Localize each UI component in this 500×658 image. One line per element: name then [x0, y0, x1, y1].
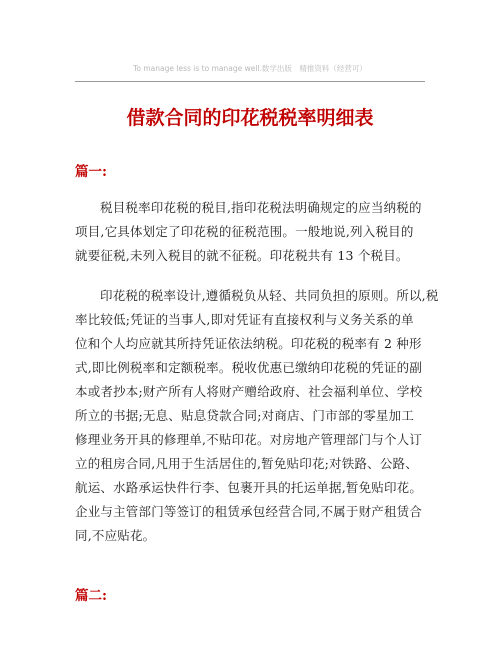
- section-heading-2: 篇二:: [75, 588, 107, 604]
- paragraph-1-line: 就要征税,未列入税目的就不征税。印花税共有 13 个税目。: [75, 248, 409, 263]
- paragraph-2-line: 所立的书据;无息、贴息贷款合同;对商店、门市部的零星加工: [75, 408, 415, 423]
- header-divider: [75, 81, 425, 82]
- section-heading-1: 篇一:: [75, 164, 107, 180]
- paragraph-2-line: 率比较低;凭证的当事人,即对凭证有直接权利与义务关系的单: [75, 312, 414, 327]
- paragraph-2-line: 位和个人均应就其所持凭证依法纳税。印花税的税率有 2 种形: [75, 336, 422, 351]
- paragraph-2-line: 印花税的税率设计,遵循税负从轻、共同负担的原则。所以,税: [100, 288, 439, 303]
- paragraph-2-line: 修理业务开具的修理单,不贴印花。对房地产管理部门与个人订: [75, 432, 423, 447]
- paragraph-2-line: 航运、水路承运快件行李、包裹开具的托运单据,暂免贴印花。: [75, 480, 423, 495]
- paragraph-2-line: 本或者抄本;财产所有人将财产赠给政府、社会福利单位、学校: [75, 384, 423, 399]
- paragraph-1-line: 税目税率印花税的税目,指印花税法明确规定的应当纳税的: [100, 200, 422, 215]
- paragraph-1-line: 项目,它具体划定了印花税的征税范围。一般地说,列入税目的: [75, 224, 414, 239]
- paragraph-2-line: 企业与主管部门等签订的租赁承包经营合同,不属于财产租赁合: [75, 504, 423, 519]
- paragraph-2-line: 同,不应贴花。: [75, 528, 156, 543]
- document-title: 借款合同的印花税税率明细表: [126, 107, 374, 129]
- paragraph-2-line: 立的租房合同,凡用于生活居住的,暂免贴印花;对铁路、公路、: [75, 456, 418, 471]
- page-header-text: To manage less is to manage well.数学出版 精推资料（经营可）: [133, 64, 367, 73]
- paragraph-2-line: 式,即比例税率和定额税率。税收优惠已缴纳印花税的凭证的副: [75, 360, 423, 375]
